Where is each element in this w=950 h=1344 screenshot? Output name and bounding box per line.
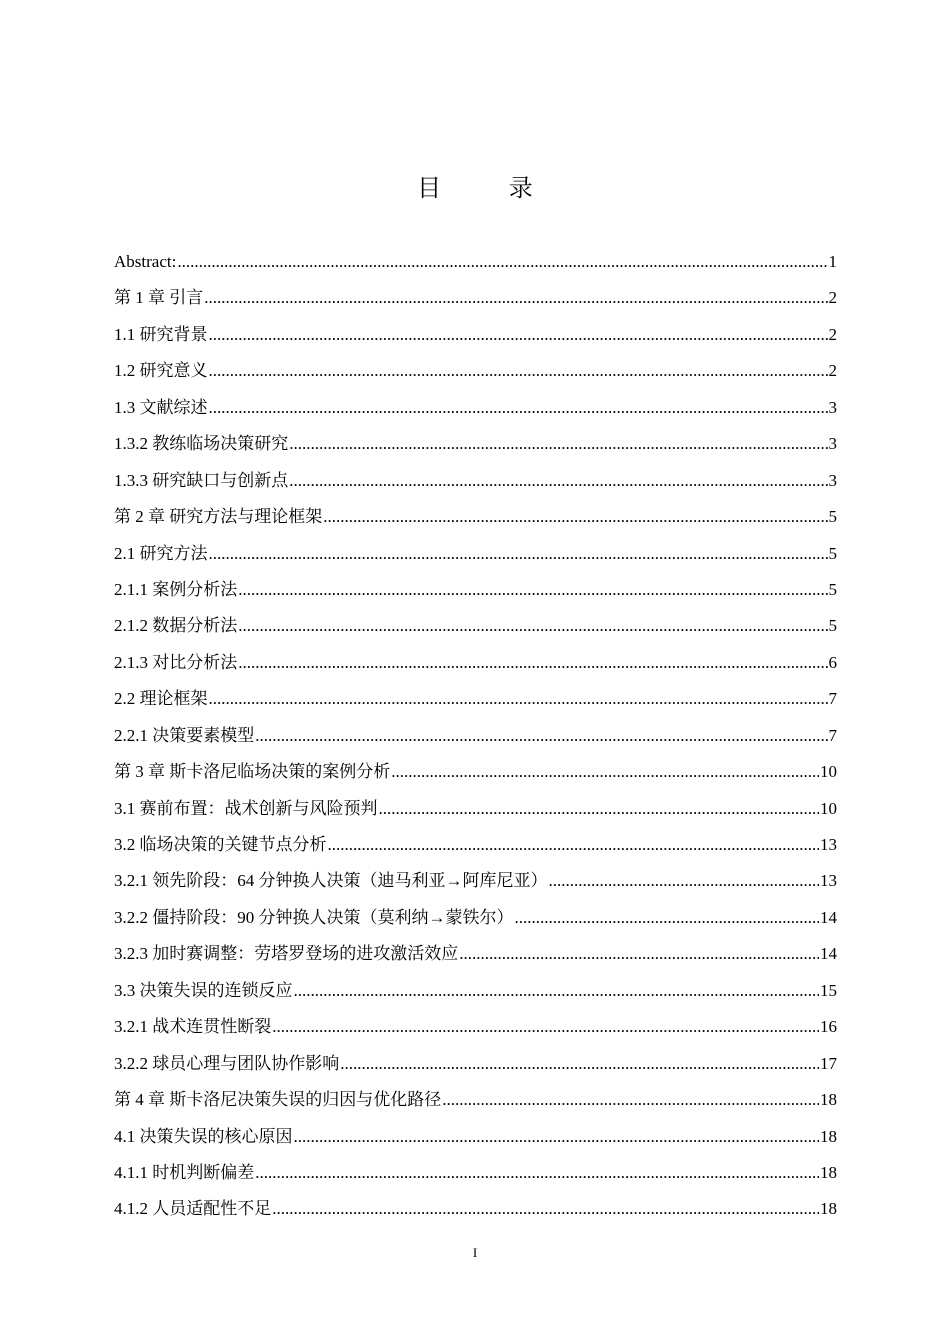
toc-entry[interactable] bbox=[114, 250, 837, 286]
toc-dot-leader bbox=[209, 542, 828, 566]
toc-entry[interactable] bbox=[114, 869, 837, 905]
toc-entry-page-number: 13 bbox=[820, 871, 837, 891]
toc-entry-page-number: 10 bbox=[820, 762, 837, 782]
toc-entry[interactable] bbox=[114, 724, 837, 760]
toc-dot-leader bbox=[177, 250, 827, 274]
toc-entry-page-number: 3 bbox=[828, 397, 837, 417]
toc-entry-page-number: 18 bbox=[820, 1199, 837, 1219]
toc-entry[interactable] bbox=[114, 286, 837, 322]
toc-entry[interactable] bbox=[114, 687, 837, 723]
toc-dot-leader bbox=[391, 760, 819, 784]
toc-dot-leader bbox=[323, 505, 827, 529]
toc-entry-label: 第 3 章 斯卡洛尼临场决策的案例分析 bbox=[114, 762, 391, 782]
toc-dot-leader bbox=[294, 1125, 820, 1149]
toc-entry[interactable] bbox=[114, 1052, 837, 1088]
toc-entry-label: 3.2.1 战术连贯性断裂 bbox=[114, 1017, 272, 1037]
toc-entry-page-number: 7 bbox=[828, 689, 837, 709]
toc-entry-label: Abstract: bbox=[114, 252, 177, 271]
toc-entry-page-number: 3 bbox=[828, 434, 837, 454]
toc-dot-leader bbox=[209, 359, 828, 383]
toc-entry-page-number: 10 bbox=[820, 798, 837, 818]
toc-dot-leader bbox=[209, 396, 828, 420]
toc-dot-leader bbox=[442, 1088, 819, 1112]
toc-dot-leader bbox=[328, 833, 820, 857]
toc-entry-page-number: 15 bbox=[820, 980, 837, 1000]
toc-entry-page-number: 2 bbox=[828, 361, 837, 381]
toc-dot-leader bbox=[289, 469, 827, 493]
toc-entry-page-number: 17 bbox=[820, 1053, 837, 1073]
toc-entry[interactable] bbox=[114, 1161, 837, 1197]
toc-entry-label: 3.2.3 加时赛调整：劳塔罗登场的进攻激活效应 bbox=[114, 944, 459, 964]
toc-entry[interactable] bbox=[114, 906, 837, 942]
toc-dot-leader bbox=[272, 1015, 819, 1039]
toc-dot-leader bbox=[379, 797, 820, 821]
toc-entry[interactable] bbox=[114, 578, 837, 614]
toc-entry[interactable] bbox=[114, 469, 837, 505]
toc-title: 目 录 bbox=[417, 174, 563, 202]
toc-entry-page-number: 13 bbox=[820, 835, 837, 854]
toc-entry-page-number: 1 bbox=[828, 252, 837, 271]
toc-dot-leader bbox=[340, 1052, 819, 1076]
toc-dot-leader bbox=[294, 979, 820, 1003]
toc-entry-label: 1.1 研究背景 bbox=[114, 324, 208, 344]
toc-entry-page-number: 14 bbox=[820, 944, 837, 964]
toc-entry-label: 1.3.3 研究缺口与创新点 bbox=[114, 470, 289, 490]
toc-entry-label: 3.2.1 领先阶段：64 分钟换人决策（迪马利亚→阿库尼亚） bbox=[114, 871, 548, 891]
toc-entry-label: 1.3 文献综述 bbox=[114, 397, 208, 417]
toc-dot-leader bbox=[238, 614, 827, 638]
toc-entry-page-number: 18 bbox=[820, 1090, 837, 1110]
toc-entry-label: 第 1 章 引言 bbox=[114, 288, 204, 308]
toc-entry-page-number: 18 bbox=[820, 1162, 837, 1182]
toc-entry-label: 3.3 决策失误的连锁反应 bbox=[114, 980, 293, 1000]
toc-entry[interactable] bbox=[114, 432, 837, 468]
toc-entry[interactable] bbox=[114, 942, 837, 978]
toc-dot-leader bbox=[272, 1197, 819, 1221]
toc-entry-page-number: 6 bbox=[828, 652, 837, 672]
toc-dot-leader bbox=[289, 432, 827, 456]
toc-entry-label: 2.1.1 案例分析法 bbox=[114, 579, 238, 599]
toc-entry-page-number: 18 bbox=[820, 1126, 837, 1146]
toc-entry[interactable] bbox=[114, 1197, 837, 1233]
toc-entry[interactable] bbox=[114, 1125, 837, 1161]
toc-dot-leader bbox=[209, 323, 828, 347]
toc-entry-page-number: 5 bbox=[828, 543, 837, 563]
toc-entry-label: 2.2.1 决策要素模型 bbox=[114, 725, 255, 745]
toc-entry-page-number: 14 bbox=[820, 907, 837, 927]
toc-entry-label: 4.1 决策失误的核心原因 bbox=[114, 1126, 293, 1146]
toc-entry-label: 1.3.2 教练临场决策研究 bbox=[114, 434, 289, 454]
toc-entry-page-number: 3 bbox=[828, 470, 837, 490]
toc-dot-leader bbox=[255, 1161, 819, 1185]
toc-entry-page-number: 16 bbox=[820, 1017, 837, 1037]
toc-entry-label: 2.1.2 数据分析法 bbox=[114, 616, 238, 636]
toc-entry[interactable] bbox=[114, 651, 837, 687]
toc-entry[interactable] bbox=[114, 833, 837, 869]
toc-entry-label: 2.1.3 对比分析法 bbox=[114, 652, 238, 672]
toc-entry-label: 第 2 章 研究方法与理论框架 bbox=[114, 507, 323, 527]
toc-dot-leader bbox=[549, 869, 820, 893]
toc-entry-label: 第 4 章 斯卡洛尼决策失误的归因与优化路径 bbox=[114, 1090, 442, 1110]
toc-entry-label: 2.2 理论框架 bbox=[114, 689, 208, 709]
toc-entry[interactable] bbox=[114, 979, 837, 1015]
toc-entry-label: 3.2.2 僵持阶段：90 分钟换人决策（莫利纳→蒙铁尔） bbox=[114, 907, 514, 927]
toc-dot-leader bbox=[238, 651, 827, 675]
toc-entry[interactable] bbox=[114, 323, 837, 359]
toc-dot-leader bbox=[238, 578, 827, 602]
toc-entry-page-number: 2 bbox=[828, 324, 837, 344]
toc-dot-leader bbox=[515, 906, 820, 930]
toc-entry[interactable] bbox=[114, 760, 837, 796]
toc-entry[interactable] bbox=[114, 1088, 837, 1124]
toc-entry-label: 4.1.2 人员适配性不足 bbox=[114, 1199, 272, 1219]
toc-dot-leader bbox=[209, 687, 828, 711]
toc-entry[interactable] bbox=[114, 505, 837, 541]
toc-list bbox=[114, 250, 837, 1234]
toc-dot-leader bbox=[204, 286, 827, 310]
toc-entry-page-number: 5 bbox=[828, 616, 837, 636]
toc-entry[interactable] bbox=[114, 542, 837, 578]
toc-entry-label: 2.1 研究方法 bbox=[114, 543, 208, 563]
toc-dot-leader bbox=[255, 724, 827, 748]
toc-entry-label: 4.1.1 时机判断偏差 bbox=[114, 1162, 255, 1182]
toc-entry[interactable] bbox=[114, 359, 837, 395]
toc-entry[interactable] bbox=[114, 1015, 837, 1051]
toc-entry-page-number: 2 bbox=[828, 288, 837, 308]
toc-entry[interactable] bbox=[114, 797, 837, 833]
toc-entry-page-number: 5 bbox=[828, 579, 837, 599]
toc-entry-label: 1.2 研究意义 bbox=[114, 361, 208, 381]
toc-entry-label: 3.2 临场决策的关键节点分析 bbox=[114, 835, 327, 854]
toc-entry-label: 3.1 赛前布置：战术创新与风险预判 bbox=[114, 798, 378, 818]
page-number: I bbox=[472, 1245, 478, 1260]
toc-dot-leader bbox=[459, 942, 819, 966]
toc-entry-label: 3.2.2 球员心理与团队协作影响 bbox=[114, 1053, 340, 1073]
toc-entry[interactable] bbox=[114, 396, 837, 432]
toc-entry[interactable] bbox=[114, 614, 837, 650]
toc-entry-page-number: 7 bbox=[828, 725, 837, 745]
toc-entry-page-number: 5 bbox=[828, 507, 837, 527]
